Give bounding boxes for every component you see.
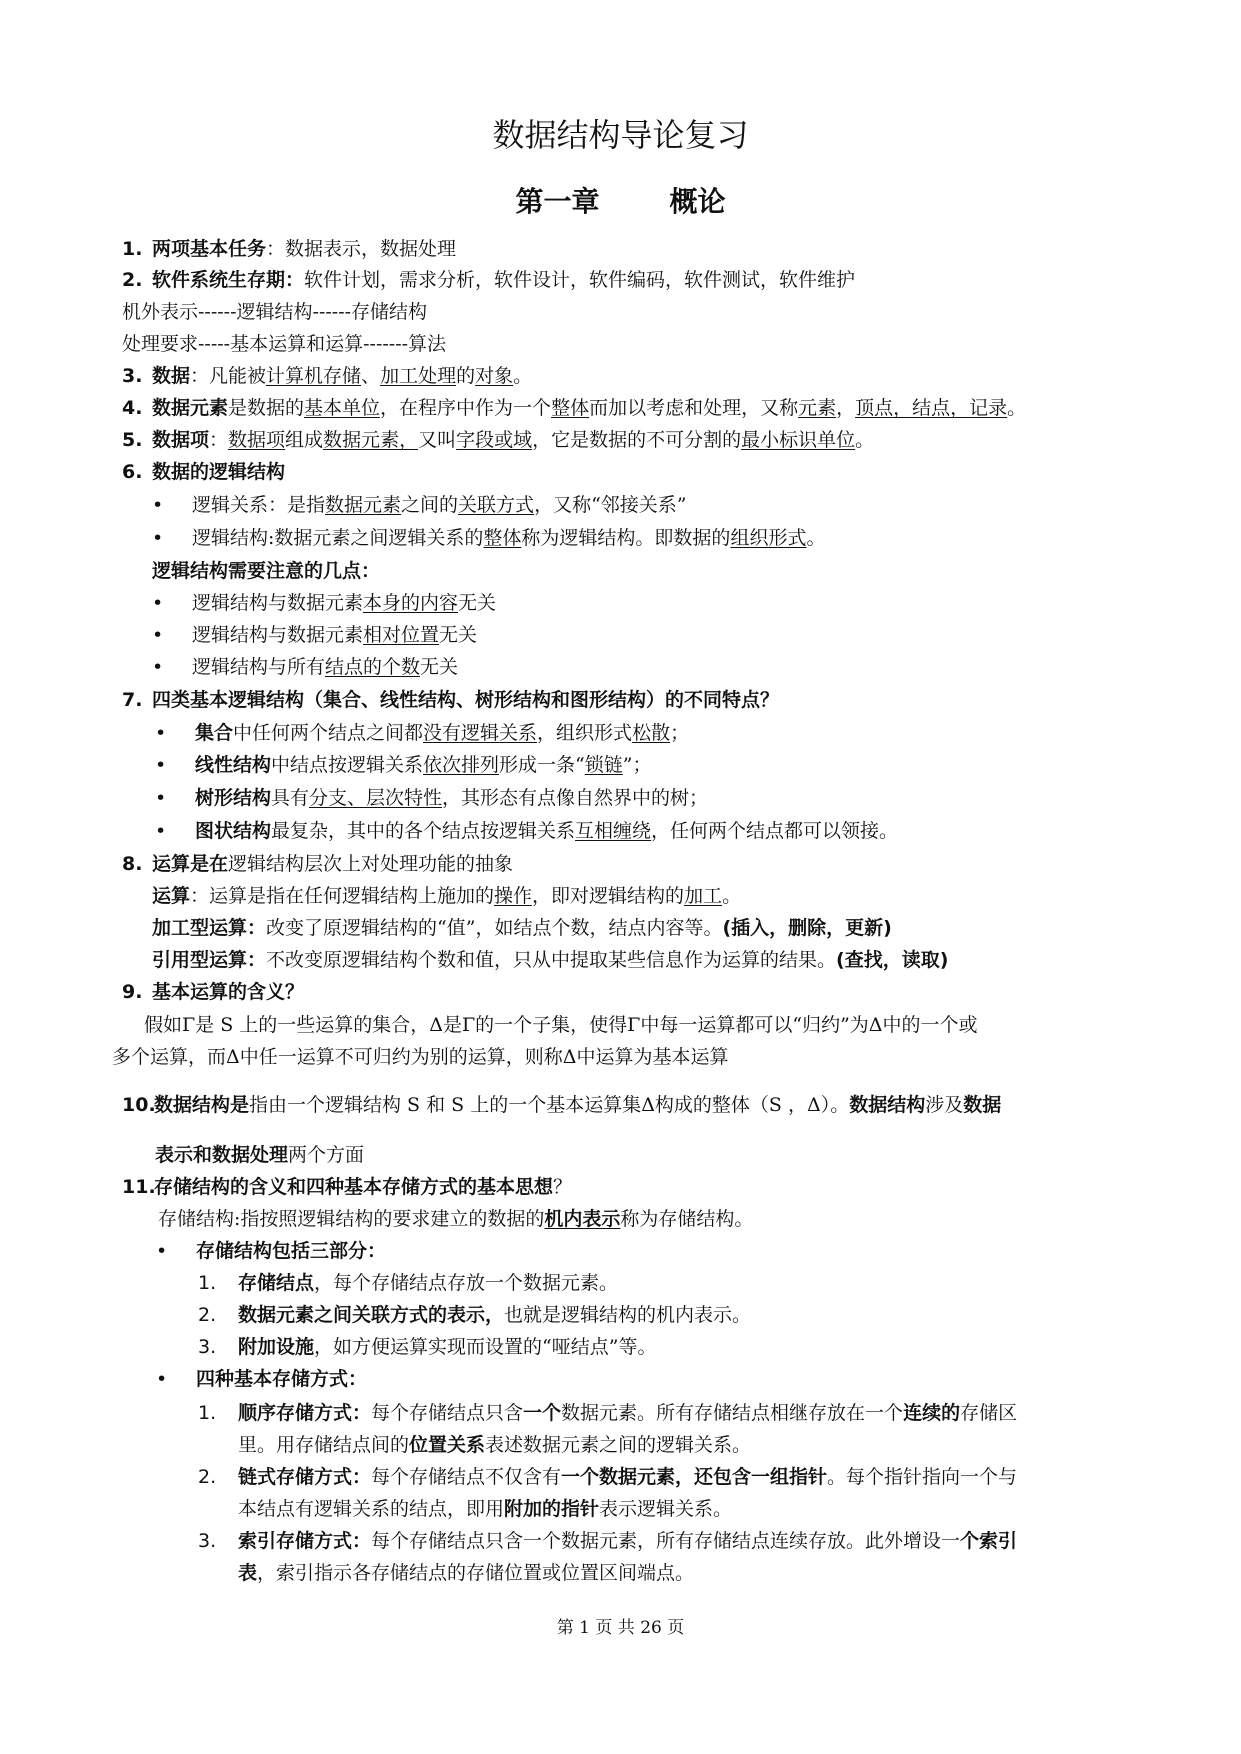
bullet-icon: • [155,722,167,744]
numbered-item: 3. 附加设施，如方便运算实现而设置的“哑结点”等。 [198,1336,657,1358]
plain-line: 处理要求-----基本运算和运算-------算法 [122,333,447,355]
sub-heading: 逻辑结构需要注意的几点： [152,560,381,582]
bullet-item: • 逻辑关系：是指数据元素之间的关联方式，又称“邻接关系” [152,494,687,516]
item-6: 6. 数据的逻辑结构 [122,461,286,483]
numbered-item: 1. 存储结点，每个存储结点存放一个数据元素。 [198,1272,619,1294]
bullet-icon: • [152,527,164,549]
bullet-icon: • [152,494,164,516]
bullet-icon: • [152,592,164,614]
bullet-item: • 逻辑结构与数据元素相对位置无关 [152,624,478,646]
text-line: 引用型运算：不改变原逻辑结构个数和值，只从中提取某些信息作为运算的结果。(查找，读取) [152,949,949,971]
numbered-item: 2. 链式存储方式：每个存储结点不仅含有一个数据元素，还包含一组指针。每个指针指向一个与 [198,1466,1018,1488]
item-9: 9. 基本运算的含义？ [122,981,305,1003]
text-line: 里。用存储结点间的位置关系表述数据元素之间的逻辑关系。 [238,1434,752,1456]
bullet-icon: • [155,787,167,809]
bullet-item: • 四种基本存储方式： [156,1368,368,1390]
text-line: 假如Γ是 S 上的一些运算的集合，Δ是Γ的一个子集，使得Γ中每一运算都可以“归约”为Δ中的一个或 [144,1014,978,1036]
item-3: 3. 数据：凡能被计算机存储、加工处理的对象。 [122,365,533,387]
bullet-item: • 图状结构最复杂，其中的各个结点按逻辑关系互相缠绕，任何两个结点都可以领接。 [155,820,899,842]
chapter-heading [0,180,1241,220]
text-line: 存储结构:指按照逻辑结构的要求建立的数据的机内表示称为存储结构。 [158,1208,754,1230]
text-line: 表示和数据处理两个方面 [155,1144,365,1166]
document-title: 数据结构导论复习 [492,116,749,154]
bullet-item: • 线性结构中结点按逻辑关系依次排列形成一条“锁链”； [155,754,652,776]
chapter-number: 第一章 [515,185,600,218]
bullet-item: • 集合中任何两个结点之间都没有逻辑关系，组织形式松散； [155,722,690,744]
bullet-item: • 逻辑结构:数据元素之间逻辑关系的整体称为逻辑结构。即数据的组织形式。 [152,527,826,549]
text-line: 加工型运算：改变了原逻辑结构的“值”，如结点个数，结点内容等。(插入，删除，更新) [152,917,892,939]
bullet-icon: • [152,656,164,678]
bullet-icon: • [155,820,167,842]
item-7: 7. 四类基本逻辑结构（集合、线性结构、树形结构和图形结构）的不同特点？ [122,689,780,711]
bullet-icon: • [152,624,164,646]
item-11: 11.存储结构的含义和四种基本存储方式的基本思想？ [122,1176,573,1198]
item-8: 8. 运算是在逻辑结构层次上对处理功能的抽象 [122,853,514,875]
numbered-item: 1. 顺序存储方式：每个存储结点只含一个数据元素。所有存储结点相继存放在一个连续的存储区 [198,1402,1018,1424]
item-2: 2. 软件系统生存期：软件计划，需求分析，软件设计，软件编码，软件测试，软件维护 [122,269,856,291]
item-1: 1. 两项基本任务：数据表示，数据处理 [122,238,457,260]
text-line: 本结点有逻辑关系的结点，即用附加的指针表示逻辑关系。 [238,1498,733,1520]
bullet-item: • 逻辑结构与所有结点的个数无关 [152,656,459,678]
bullet-icon: • [155,754,167,776]
page-footer: 第 1 页 共 26 页 [556,1618,685,1638]
bullet-item: • 逻辑结构与数据元素本身的内容无关 [152,592,497,614]
text-line: 运算：运算是指在任何逻辑结构上施加的操作，即对逻辑结构的加工。 [152,885,742,907]
numbered-item: 3. 索引存储方式：每个存储结点只含一个数据元素，所有存储结点连续存放。此外增设一个索引 [198,1530,1018,1552]
item-10: 10.数据结构是指由一个逻辑结构 S 和 S 上的一个基本运算集Δ构成的整体（S ，Δ）。数据结构涉及数据 [122,1094,1002,1116]
text-line: 多个运算，而Δ中任一运算不可归约为别的运算，则称Δ中运算为基本运算 [112,1046,729,1068]
text-line: 表，索引指示各存储结点的存储位置或位置区间端点。 [238,1562,695,1584]
plain-line: 机外表示------逻辑结构------存储结构 [122,301,428,323]
bullet-item: • 树形结构具有分支、层次特性，其形态有点像自然界中的树； [155,787,709,809]
bullet-icon: • [156,1368,168,1390]
chapter-name: 概论 [669,185,726,218]
numbered-item: 2. 数据元素之间关联方式的表示，也就是逻辑结构的机内表示。 [198,1304,752,1326]
item-4: 4. 数据元素是数据的基本单位，在程序中作为一个整体而加以考虑和处理，又称元素，顶点，结点，记录。 [122,397,1027,419]
item-5: 5. 数据项：数据项组成数据元素，又叫字段或域，它是数据的不可分割的最小标识单位。 [122,429,875,451]
bullet-icon: • [156,1240,168,1262]
bullet-item: • 存储结构包括三部分： [156,1240,387,1262]
